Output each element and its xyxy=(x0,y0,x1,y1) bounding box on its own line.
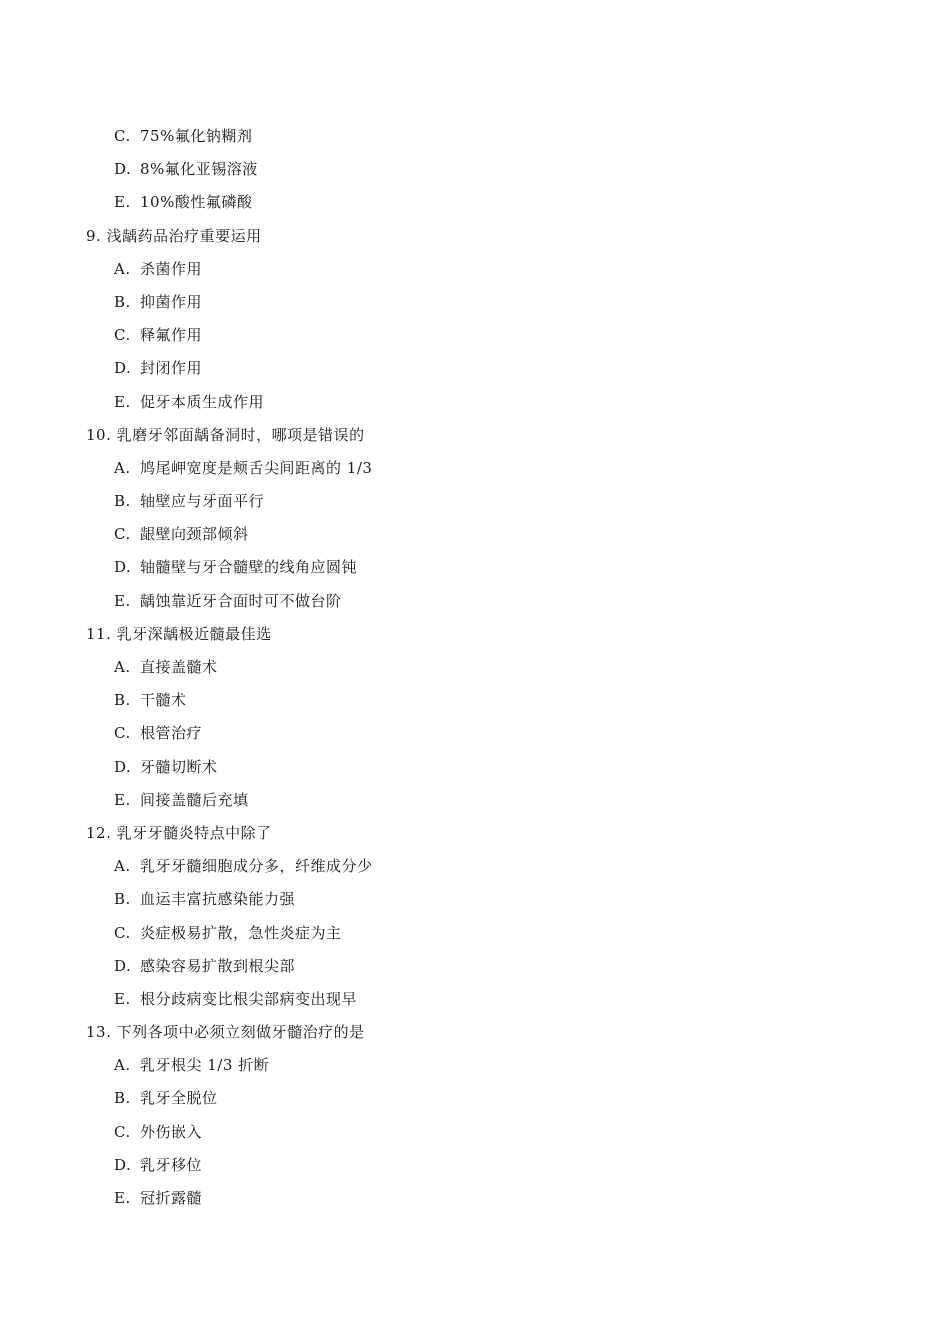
answer-option xyxy=(0,784,950,817)
option-letter: A. xyxy=(114,458,131,477)
answer-option xyxy=(0,850,950,883)
answer-option xyxy=(0,717,950,750)
option-letter: D. xyxy=(114,160,132,179)
option-letter: A. xyxy=(114,1056,131,1075)
question-number: 13. xyxy=(86,1023,112,1042)
question-stem xyxy=(0,817,950,850)
question-text: 下列各项中必须立刻做牙髓治疗的是 xyxy=(116,1023,365,1042)
option-text: 间接盖髓后充填 xyxy=(140,790,249,809)
option-letter: C. xyxy=(114,525,131,544)
option-text: 10%酸性氟磷酸 xyxy=(140,193,253,212)
answer-option xyxy=(0,585,950,618)
option-letter: D. xyxy=(114,558,132,577)
option-letter: A. xyxy=(114,658,131,676)
option-letter: D. xyxy=(114,359,132,378)
question-text: 浅龋药品治疗重要运用 xyxy=(106,226,262,245)
option-letter: D. xyxy=(114,956,132,975)
option-letter: A. xyxy=(114,857,131,876)
option-letter: E. xyxy=(114,790,131,809)
option-text: 牙髓切断术 xyxy=(140,757,218,776)
option-text: 血运丰富抗感染能力强 xyxy=(140,890,296,909)
answer-option xyxy=(0,518,950,551)
option-letter: E. xyxy=(114,392,131,411)
document-page xyxy=(0,120,950,1215)
answer-option xyxy=(0,1116,950,1149)
answer-option xyxy=(0,551,950,584)
option-text: 直接盖髓术 xyxy=(140,658,218,676)
option-letter: C. xyxy=(114,326,131,345)
answer-option xyxy=(0,452,950,485)
question-number: 10. xyxy=(86,425,112,444)
option-text: 龈壁向颈部倾斜 xyxy=(140,525,249,544)
answer-option xyxy=(0,751,950,784)
option-text: 释氟作用 xyxy=(140,326,203,345)
answer-option xyxy=(0,485,950,518)
option-letter: B. xyxy=(114,292,131,311)
option-text: 根管治疗 xyxy=(140,724,203,743)
option-text: 感染容易扩散到根尖部 xyxy=(140,956,296,975)
option-text: 外伤嵌入 xyxy=(140,1122,203,1141)
option-letter: B. xyxy=(114,1089,131,1108)
answer-option xyxy=(0,286,950,319)
answer-option xyxy=(0,352,950,385)
option-text: 乳牙全脱位 xyxy=(140,1089,218,1108)
option-text: 封闭作用 xyxy=(140,359,203,378)
option-text: 干髓术 xyxy=(140,691,187,710)
answer-option xyxy=(0,319,950,352)
question-stem xyxy=(0,419,950,452)
option-letter: E. xyxy=(114,591,131,610)
option-text: 炎症极易扩散，急性炎症为主 xyxy=(140,923,342,942)
option-text: 龋蚀靠近牙合面时可不做台阶 xyxy=(140,591,342,610)
option-text: 75%氟化钠糊剂 xyxy=(140,127,253,145)
answer-option xyxy=(0,883,950,916)
option-letter: E. xyxy=(114,989,131,1008)
answer-option xyxy=(0,153,950,186)
answer-option xyxy=(0,1149,950,1182)
question-number: 9. xyxy=(86,226,102,245)
question-number: 12. xyxy=(86,823,112,842)
answer-option xyxy=(0,386,950,419)
option-text: 促牙本质生成作用 xyxy=(140,392,265,411)
option-text: 根分歧病变比根尖部病变出现早 xyxy=(140,989,358,1008)
option-letter: C. xyxy=(114,127,131,145)
option-letter: B. xyxy=(114,492,131,511)
question-text: 乳磨牙邻面龋备洞时，哪项是错误的 xyxy=(116,425,365,444)
option-text: 乳牙根尖 1/3 折断 xyxy=(140,1056,270,1075)
option-text: 轴髓壁与牙合髓壁的线角应圆钝 xyxy=(140,558,358,577)
option-letter: E. xyxy=(114,1189,131,1207)
option-text: 抑菌作用 xyxy=(140,292,203,311)
option-text: 轴壁应与牙面平行 xyxy=(140,492,265,511)
option-letter: A. xyxy=(114,259,131,278)
question-text: 乳牙深龋极近髓最佳选 xyxy=(116,624,272,643)
answer-option xyxy=(0,1049,950,1082)
question-stem xyxy=(0,220,950,253)
option-text: 乳牙移位 xyxy=(140,1155,203,1174)
option-text: 乳牙牙髓细胞成分多，纤维成分少 xyxy=(140,857,373,876)
option-letter: D. xyxy=(114,757,132,776)
answer-option xyxy=(0,917,950,950)
question-stem xyxy=(0,1016,950,1049)
question-text: 乳牙牙髓炎特点中除了 xyxy=(116,823,272,842)
answer-option xyxy=(0,983,950,1016)
option-letter: C. xyxy=(114,1122,131,1141)
option-letter: C. xyxy=(114,923,131,942)
answer-option xyxy=(0,186,950,219)
option-letter: B. xyxy=(114,691,131,710)
option-text: 8%氟化亚锡溶液 xyxy=(140,160,258,179)
answer-option xyxy=(0,120,950,153)
answer-option xyxy=(0,253,950,286)
option-letter: D. xyxy=(114,1155,132,1174)
question-number: 11. xyxy=(86,624,112,643)
option-text: 冠折露髓 xyxy=(140,1189,203,1207)
answer-option xyxy=(0,651,950,684)
option-text: 杀菌作用 xyxy=(140,259,203,278)
option-letter: E. xyxy=(114,193,131,212)
option-letter: B. xyxy=(114,890,131,909)
answer-option xyxy=(0,684,950,717)
option-text: 鸠尾岬宽度是颊舌尖间距离的 1/3 xyxy=(140,458,373,477)
answer-option xyxy=(0,950,950,983)
question-stem xyxy=(0,618,950,651)
answer-option xyxy=(0,1082,950,1115)
option-letter: C. xyxy=(114,724,131,743)
answer-option xyxy=(0,1182,950,1215)
